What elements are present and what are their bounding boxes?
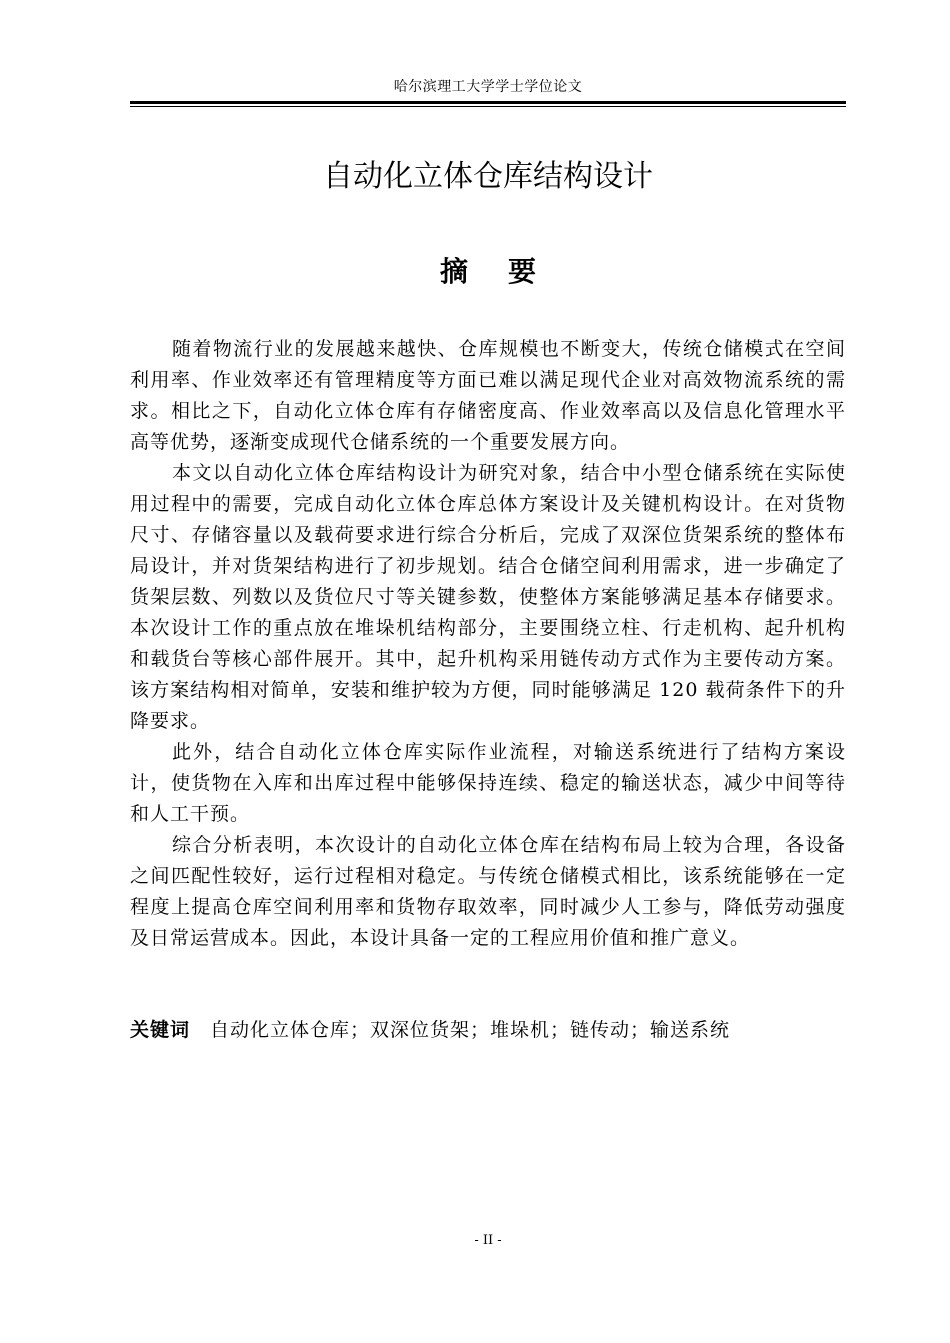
abstract-heading: 摘要 (439, 255, 576, 288)
abstract-body (130, 334, 846, 954)
header-rule-thick (130, 101, 846, 104)
abstract-paragraph-3: 此外，结合自动化立体仓库实际作业流程，对输送系统进行了结构方案设计，使货物在入库和出库过程中能够保持连续、稳定的输送状态，减少中间等待和人工干预。 (130, 741, 846, 825)
abstract-paragraph-2: 本文以自动化立体仓库结构设计为研究对象，结合中小型仓储系统在实际使用过程中的需要，完成自动化立体仓库总体方案设计及关键机构设计。在对货物尺寸、存储容量以及载荷要求进行综合分析后，完成了双深位货架系统的整体布局设计，并对货架结构进行了初步规划。结合仓储空间利用需求，进一步确定了货架层数、列数以及货位尺寸等关键参数，使整体方案能够满足基本存储要求。本次设计工作的重点放在堆垛机结构部分，主要围绕立柱、行走机构、起升机构和载货台等核心部件展开。其中，起升机构采用链传动方式作为主要传动方案。该方案结构相对简单，安装和维护较为方便，同时能够满足 120 载荷条件下的升降要求。 (130, 462, 846, 732)
header-rule-thin (130, 106, 846, 107)
page-number: - II - (474, 1233, 502, 1248)
keywords-label: 关键词 (130, 1019, 191, 1041)
abstract-paragraph-4: 综合分析表明，本次设计的自动化立体仓库在结构布局上较为合理，各设备之间匹配性较好，运行过程相对稳定。与传统仓储模式相比，该系统能够在一定程度上提高仓库空间利用率和货物存取效率，同时减少人工参与，降低劳动强度及日常运营成本。因此，本设计具备一定的工程应用价值和推广意义。 (130, 834, 846, 949)
running-header: 哈尔滨理工大学学士学位论文 (393, 79, 583, 95)
thesis-title: 自动化立体仓库结构设计 (323, 159, 653, 194)
keywords-text: 自动化立体仓库；双深位货架；堆垛机；链传动；输送系统 (210, 1019, 731, 1041)
abstract-paragraph-1: 随着物流行业的发展越来越快、仓库规模也不断变大，传统仓储模式在空间利用率、作业效率还有管理精度等方面已难以满足现代企业对高效物流系统的需求。相比之下，自动化立体仓库有存储密度高、作业效率高以及信息化管理水平高等优势，逐渐变成现代仓储系统的一个重要发展方向。 (130, 338, 846, 453)
keywords-line (130, 1015, 846, 1046)
